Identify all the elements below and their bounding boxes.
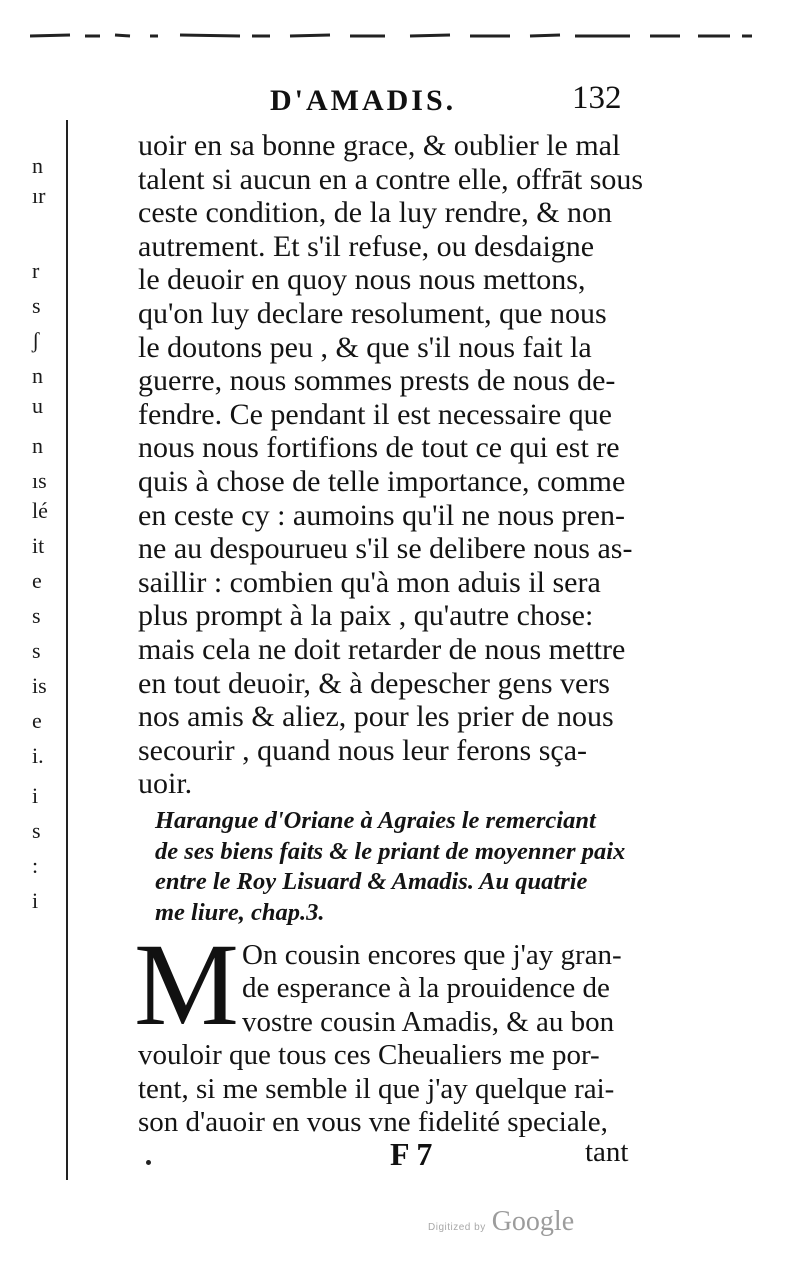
text-line: son d'auoir en vous vne fidelité speciale, xyxy=(138,1106,608,1139)
margin-fragment: : xyxy=(32,853,39,878)
text-line: qu'on luy declare resolument, que nous xyxy=(138,296,607,330)
page-number: 132 xyxy=(572,80,622,116)
heading-line: de ses biens faits & le priant de moyenner paix xyxy=(155,837,626,865)
margin-fragment: r xyxy=(32,258,40,283)
text-line: plus prompt à la paix , qu'autre chose: xyxy=(138,599,594,633)
margin-fragment: n xyxy=(32,433,43,458)
text-line: de esperance à la prouidence de xyxy=(242,972,610,1005)
margin-fragment: ʃ xyxy=(32,328,40,353)
text-line: ne au despourueu s'il se delibere nous as- xyxy=(138,532,633,566)
text-line: fendre. Ce pendant il est necessaire que xyxy=(138,397,612,431)
text-line: On cousin encores que j'ay gran- xyxy=(242,939,622,971)
text-line: uoir en sa bonne grace, & oublier le mal xyxy=(138,129,621,162)
margin-fragment: e xyxy=(32,708,42,733)
google-logo: Google xyxy=(491,1206,575,1237)
text-line: nous nous fortifions de tout ce qui est re xyxy=(138,431,620,465)
margin-fragment: s xyxy=(32,603,41,628)
text-line: tent, si me semble il que j'ay quelque rai- xyxy=(138,1072,615,1105)
margin-fragment: ıs xyxy=(32,468,47,493)
margin-fragment: n xyxy=(32,153,43,178)
drop-cap: M xyxy=(134,919,239,1050)
margin-fragment: i. xyxy=(32,743,44,768)
footer-dot xyxy=(146,1160,151,1165)
margin-fragment: n xyxy=(32,363,43,388)
oriane-speech-paragraph xyxy=(138,939,643,1139)
margin-fragment: e xyxy=(32,568,42,593)
heading-line: me liure, chap.3. xyxy=(155,898,325,926)
text-line: autrement. Et s'il refuse, ou desdaigne xyxy=(138,229,595,263)
heading-line: Harangue d'Oriane à Agraies le remerciant xyxy=(155,807,596,834)
section-heading xyxy=(155,806,645,928)
signature-mark: F 7 xyxy=(390,1136,433,1172)
catchword: tant xyxy=(585,1136,629,1168)
text-line: secourir , quand nous leur ferons sça- xyxy=(138,733,588,767)
margin-fragment: i xyxy=(32,888,39,913)
text-line: mais cela ne doit retarder de nous mettre xyxy=(138,632,626,666)
margin-fragment: s xyxy=(32,293,41,318)
heading-line: entre le Roy Lisuard & Amadis. Au quatrie xyxy=(155,868,588,895)
margin-fragment: s xyxy=(32,818,41,843)
text-line: nos amis & aliez, pour les prier de nous xyxy=(138,700,614,734)
text-line: guerre, nous sommes prests de nous de- xyxy=(138,364,616,398)
text-line: quis à chose de telle importance, comme xyxy=(138,464,626,498)
text-line: en ceste cy : aumoins qu'il ne nous pren- xyxy=(138,498,625,532)
text-line: saillir : combien qu'à mon aduis il sera xyxy=(138,565,601,599)
digitization-watermark xyxy=(428,1206,574,1238)
margin-fragment: lé xyxy=(32,498,48,523)
facing-page-margin xyxy=(0,90,90,1270)
text-line: vouloir que tous ces Cheualiers me por- xyxy=(138,1039,600,1072)
text-line: vostre cousin Amadis, & au bon xyxy=(242,1005,615,1038)
running-head: D'AMADIS. xyxy=(270,84,457,117)
text-line: le deuoir en quoy nous nous mettons, xyxy=(138,263,586,297)
margin-fragment: s xyxy=(32,638,41,663)
top-rule xyxy=(30,30,755,42)
margin-fragment: is xyxy=(32,673,47,698)
margin-fragment: ır xyxy=(32,183,46,208)
margin-fragment: i xyxy=(32,783,39,808)
text-line: ceste condition, de la luy rendre, & non xyxy=(138,196,613,230)
margin-fragment: it xyxy=(32,533,45,558)
text-line: uoir. xyxy=(138,767,193,801)
body-paragraph xyxy=(138,129,643,801)
text-line: en tout deuoir, & à depescher gens vers xyxy=(138,666,610,700)
margin-bracket xyxy=(64,120,70,1180)
watermark-prefix: Digitized by xyxy=(428,1222,486,1233)
text-line: le doutons peu , & que s'il nous fait la xyxy=(138,330,592,364)
text-line: talent si aucun en a contre elle, offrāt sous xyxy=(138,162,644,196)
margin-fragment: u xyxy=(32,393,43,418)
